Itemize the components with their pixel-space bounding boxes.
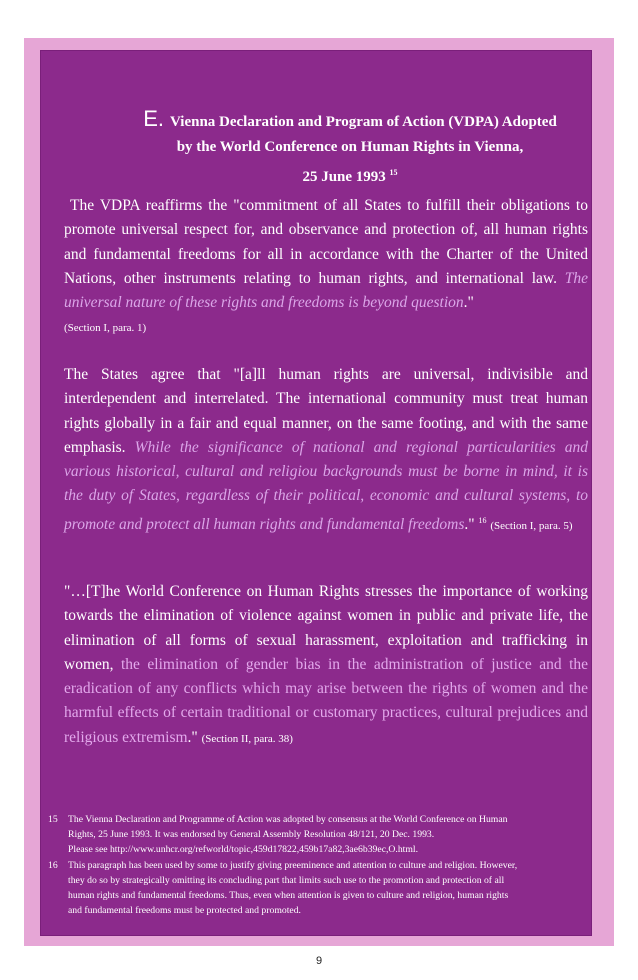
- paragraph-3-highlight: the elimination of gender bias in the administration of justice and the eradication of any conflicts which may arise between the rights of women and the harmful effects of certain traditional or customary practices, cultural prejudices and religious extremism: [64, 655, 589, 746]
- section-letter: E.: [143, 106, 164, 131]
- paragraph-1-end: .": [463, 294, 474, 312]
- heading-footnote-ref: 15: [389, 168, 398, 177]
- footnote-line: and fundamental freedoms must be protected and promoted.: [68, 905, 301, 917]
- paragraph-2-text: The States agree that "[a]ll human rights are universal, indivisible and interdependent and interrelated. The international community must treat human rights globally in a fair and equal manner, on the same footing, and with the same emphasis.: [64, 366, 588, 456]
- paragraph-3-citation: (Section II, para. 38): [201, 732, 293, 745]
- paragraph-1-italic: The universal nature of these rights and freedoms is beyond question: [64, 269, 589, 312]
- footnotes: [48, 812, 596, 918]
- footnote-link[interactable]: Please see http://www.unhcr.org/refworld/topic,459d17822,459b17a82,3ae6b39ec,O.html.: [68, 844, 419, 856]
- footnote-line: they do so by strategically omitting its concluding part that limits such use to the promotion and protection of all: [68, 874, 505, 886]
- paragraph-1: [64, 194, 588, 341]
- footnote-number: 15: [48, 814, 58, 825]
- footnote-line: This paragraph has been used by some to justify giving preeminence and attention to culture and religion. However,: [68, 859, 518, 871]
- footnote-15: [48, 812, 596, 858]
- footnote-number: 16: [48, 859, 58, 871]
- heading-line-2: by the World Conference on Human Rights in Vienna,: [176, 139, 524, 155]
- paragraph-2-footnote-ref: 16: [478, 515, 487, 525]
- paragraph-3-text: "…[T]he World Conference on Human Rights stresses the importance of working towards the elimination of violence against women in public and private life, the elimination of all forms of sexual harassment, exploitation and trafficking in women,: [64, 583, 588, 673]
- paragraph-2: [64, 363, 588, 538]
- footnote-16: [48, 858, 596, 919]
- paragraph-1-text: The VDPA reaffirms the "commitment of all States to fulfill their obligations to promote universal respect for, and observance and protection of, all human rights and fundamental freedoms for all in accordance with the Charter of the United Nations, other instruments relating to human rights, and international law.: [64, 197, 588, 287]
- paragraph-1-citation: (Section I, para. 1): [64, 322, 147, 335]
- paragraph-2-italic: While the significance of national and regional particularities and various historical, cultural and religiou backgrounds must be borne in mind, it is the duty of States, regardless of their political, economic and cultural systems, to promote and protect all human rights and fundamental freedoms: [64, 438, 589, 533]
- footnote-line: Rights, 25 June 1993. It was endorsed by General Assembly Resolution 48/121, 20 Dec. 1993.: [68, 829, 435, 841]
- footnote-line: The Vienna Declaration and Programme of Action was adopted by consensus at the World Conference on Human: [68, 814, 508, 825]
- paragraph-3: [64, 580, 588, 751]
- footnote-line: human rights and fundamental freedoms. Thus, even when attention is given to culture and religion, human rights: [68, 890, 509, 902]
- heading-line-3: 25 June 1993: [302, 169, 386, 185]
- heading-line-1: Vienna Declaration and Program of Action (VDPA) Adopted: [170, 114, 557, 130]
- paragraph-2-citation: (Section I, para. 5): [490, 519, 573, 532]
- paragraph-3-end: .": [187, 728, 198, 746]
- page-number: 9: [315, 955, 323, 967]
- paragraph-2-end: .": [464, 515, 475, 533]
- section-heading: [100, 106, 600, 190]
